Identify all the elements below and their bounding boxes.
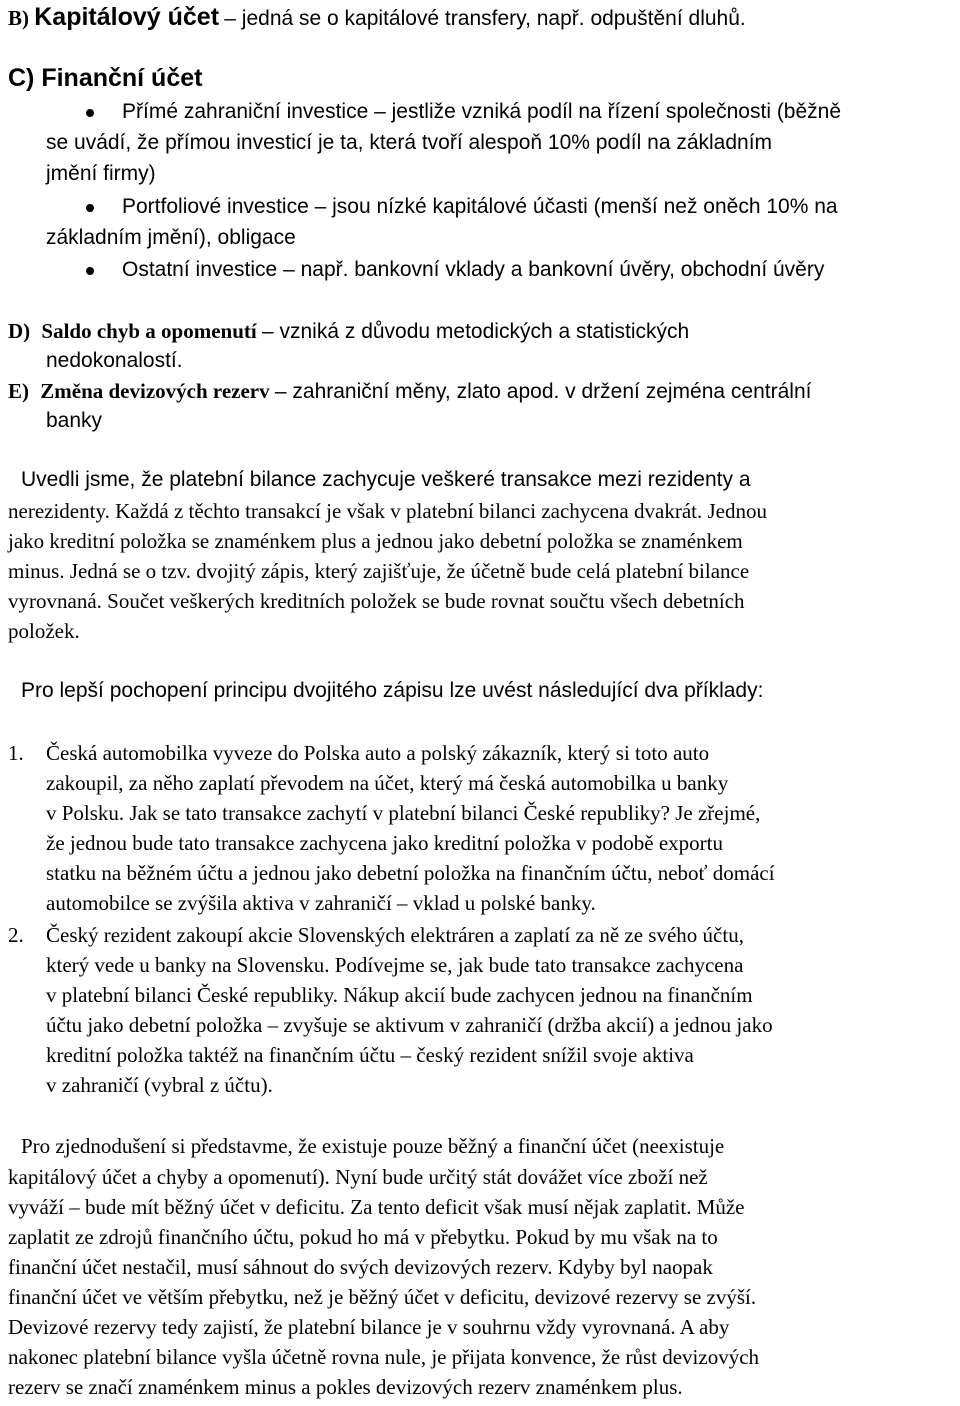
paragraph-3-line: zaplatit ze zdrojů finančního účtu, pokud ho má v přebytku. Pokud by mu však na to	[8, 1225, 718, 1249]
bullet-3-line-1: Ostatní investice – např. bankovní vklady a bankovní úvěry, obchodní úvěry	[122, 258, 825, 281]
section-e-line-1: – zahraniční měny, zlato apod. v držení zejména centrální	[274, 380, 812, 403]
paragraph-1-line: vyrovnaná. Součet veškerých kreditních položek se bude rovnat součtu všech debetních	[8, 589, 745, 613]
example-2-line: účtu jako debetní položka – zvyšuje se aktivum v zahraničí (držba akcií) a jednou jako	[46, 1013, 773, 1037]
section-e-title: Změna devizových rezerv	[40, 379, 270, 403]
example-2-line: Český rezident zakoupí akcie Slovenských elektráren a zaplatí za ně ze svého účtu,	[46, 923, 744, 947]
bullet-2-line-1: Portfoliové investice – jsou nízké kapitálové účasti (menší než oněch 10% na	[122, 195, 838, 218]
example-1-line: zakoupil, za něho zaplatí převodem na účet, který má česká automobilka u banky	[46, 771, 729, 795]
paragraph-3-line: finanční účet nestačil, musí sáhnout do svých devizových rezerv. Kdyby byl naopak	[8, 1255, 713, 1279]
section-d-heading	[8, 316, 689, 346]
example-2-line: v platební bilanci České republiky. Nákup akcií bude zachycen jednou na finančním	[46, 983, 753, 1007]
example-1-line: že jednou bude tato transakce zachycena jako kreditní položka v podobě exportu	[46, 831, 723, 855]
section-e-marker: E)	[8, 379, 29, 403]
section-e-line-2: banky	[46, 409, 103, 432]
paragraph-3-line: vyváží – bude mít běžný účet v deficitu. Za tento deficit však musí nějak zaplatit. Může	[8, 1195, 745, 1219]
paragraph-3-line: finanční účet ve větším přebytku, než je běžný účet v deficitu, devizové rezervy se zvýší.	[8, 1285, 757, 1309]
paragraph-2: Pro lepší pochopení principu dvojitého zápisu lze uvést následující dva příklady:	[21, 679, 764, 702]
paragraph-3-line: kapitálový účet a chyby a opomenutí). Nyní bude určitý stát dovážet více zboží než	[8, 1165, 708, 1189]
paragraph-1-line: položek.	[8, 619, 80, 643]
paragraph-1-line: Uvedli jsme, že platební bilance zachycuje veškeré transakce mezi rezidenty a	[21, 468, 751, 491]
section-b-title: Kapitálový účet	[34, 3, 220, 31]
section-d-line-1: – vzniká z důvodu metodických a statistických	[261, 320, 690, 343]
section-b-marker: B)	[8, 6, 29, 30]
paragraph-1-line: minus. Jedná se o tzv. dvojitý zápis, který zajišťuje, že účetně bude celá platební bilance	[8, 559, 750, 583]
paragraph-3-line: nakonec platební bilance vyšla účetně rovna nule, je přijata konvence, že růst devizových	[8, 1345, 760, 1369]
bullet-1-line-3: jmění firmy)	[46, 162, 156, 185]
example-2-number: 2.	[8, 923, 24, 947]
example-2-line: v zahraničí (vybral z účtu).	[46, 1073, 273, 1097]
section-b-heading	[8, 0, 746, 34]
example-2-line: kreditní položka taktéž na finančním účtu – český rezident snížil svoje aktiva	[46, 1043, 694, 1067]
paragraph-3-line: Pro zjednodušení si představme, že existuje pouze běžný a finanční účet (neexistuje	[21, 1134, 725, 1158]
section-c-title: C) Finanční účet	[8, 64, 203, 92]
paragraph-3-line: rezerv se značí znaménkem minus a pokles devizových rezerv znaménkem plus.	[8, 1375, 683, 1399]
section-d-title: Saldo chyb a opomenutí	[41, 319, 257, 343]
bullet-1-line-2: se uvádí, že přímou investicí je ta, která tvoří alespoň 10% podíl na základním	[46, 131, 773, 154]
bullet-icon	[86, 109, 94, 117]
bullet-2-line-2: základním jmění), obligace	[46, 226, 296, 249]
example-1-line: v Polsku. Jak se tato transakce zachytí v platební bilanci České republiky? Je zřejmé,	[46, 801, 761, 825]
paragraph-1-line: jako kreditní položka se znaménkem plus a jednou jako debetní položka se znaménkem	[8, 529, 743, 553]
bullet-icon	[86, 267, 94, 275]
section-d-line-2: nedokonalostí.	[46, 349, 183, 372]
example-1-number: 1.	[8, 741, 24, 765]
example-2-line: který vede u banky na Slovensku. Podívejme se, jak bude tato transakce zachycena	[46, 953, 744, 977]
section-b-text: – jedná se o kapitálové transfery, např. odpuštění dluhů.	[224, 7, 746, 30]
section-d-marker: D)	[8, 319, 31, 343]
section-e-heading	[8, 376, 811, 406]
example-1-line: statku na běžném účtu a jednou jako debetní položka na finančním účtu, neboť domácí	[46, 861, 775, 885]
paragraph-1-line: nerezidenty. Každá z těchto transakcí je však v platební bilanci zachycena dvakrát. Jednou	[8, 499, 767, 523]
bullet-icon	[86, 204, 94, 212]
paragraph-3-line: Devizové rezervy tedy zajistí, že platební bilance je v souhrnu vždy vyrovnaná. A aby	[8, 1315, 730, 1339]
example-1-line: automobilce se zvýšila aktiva v zahraničí – vklad u polské banky.	[46, 891, 596, 915]
bullet-1-line-1: Přímé zahraniční investice – jestliže vzniká podíl na řízení společnosti (běžně	[122, 100, 842, 123]
example-1-line: Česká automobilka vyveze do Polska auto a polský zákazník, který si toto auto	[46, 741, 710, 765]
